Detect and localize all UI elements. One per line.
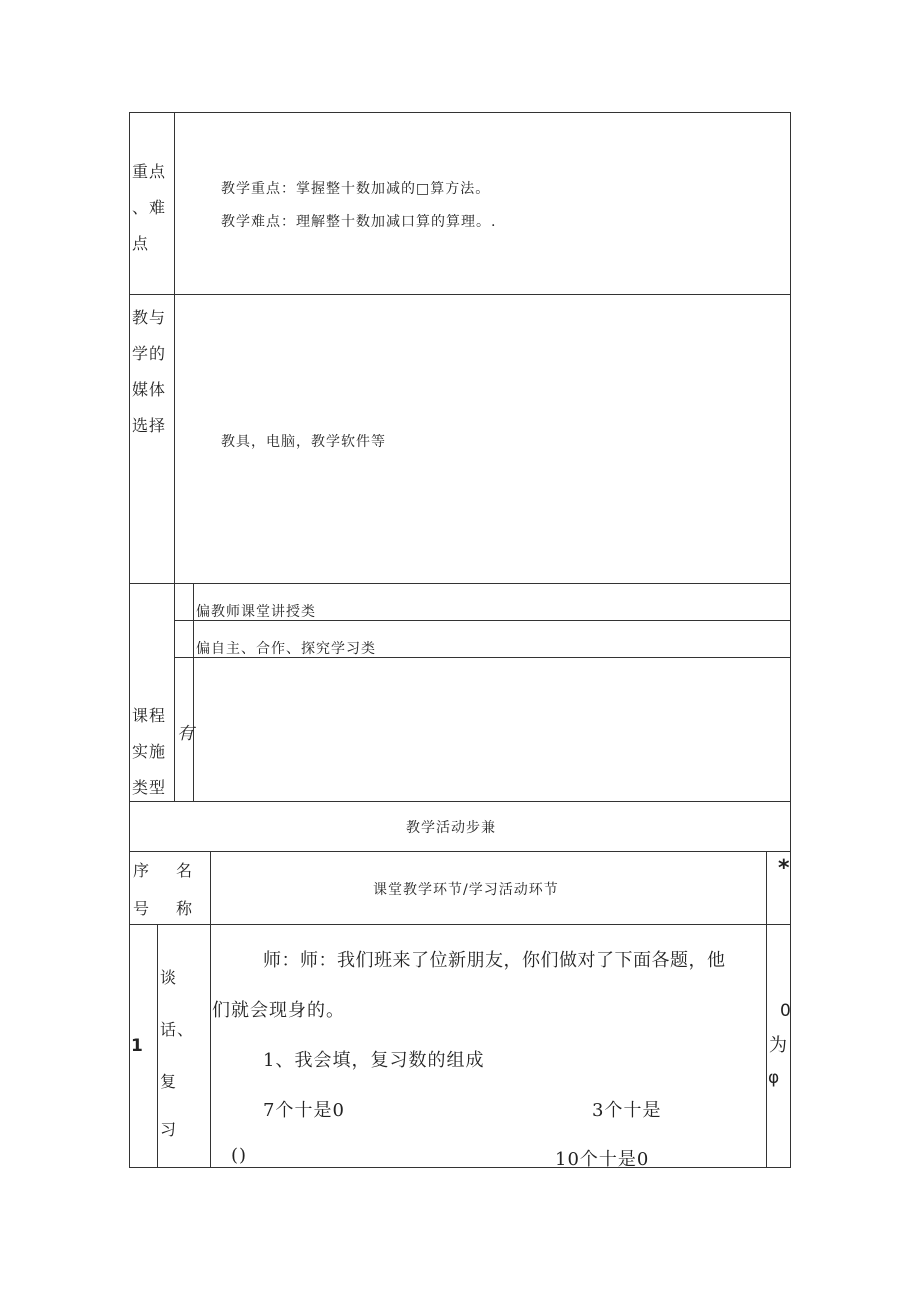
teaching-difficulty: 教学难点：理解整十数加减口算的算理。.: [221, 214, 497, 230]
rule-bottom: [129, 1167, 791, 1168]
rule-label-col: [174, 112, 175, 802]
activity-steps-title: 教学活动步兼: [406, 820, 496, 836]
course-type-label-2: 实施: [132, 742, 167, 761]
row1-paragraph-line-2: 们就会现身的。: [212, 1000, 345, 1021]
header-extra: *: [778, 856, 790, 881]
rule-after-course-type: [129, 801, 791, 802]
row1-question-2: 3个十是: [592, 1100, 662, 1121]
row1-paragraph-line-1: 师：师：我们班来了位新朋友，你们做对了下面各题，他: [263, 950, 726, 971]
row1-name-2: 话、: [160, 1020, 195, 1039]
rule-after-media: [129, 583, 791, 584]
media-label-4: 选择: [132, 416, 167, 435]
rule-check-col: [193, 583, 194, 802]
key-points-label-2: 、难: [132, 198, 167, 217]
teaching-focus: 教学重点：掌握整十数加减的□算方法。: [221, 181, 491, 197]
course-type-label-3: 类型: [132, 778, 167, 797]
rule-name-col: [210, 851, 211, 1168]
header-main: 课堂教学环节/学习活动环节: [373, 882, 559, 898]
key-points-label-3: 点: [132, 234, 150, 253]
row1-index: 1: [131, 1036, 143, 1056]
rule-left: [129, 112, 130, 1168]
row1-extra-1: 0: [780, 1001, 791, 1021]
row1-question-3: (): [231, 1145, 248, 1166]
header-name-2: 称: [176, 899, 194, 918]
row1-name-1: 谈: [160, 968, 178, 987]
media-label-1: 教与: [132, 308, 167, 327]
rule-after-steps-title: [129, 851, 791, 852]
key-points-label-1: 重点: [132, 162, 167, 181]
row1-extra-2: 为: [769, 1035, 787, 1056]
media-label-2: 学的: [132, 344, 167, 363]
header-index-2: 号: [133, 899, 151, 918]
rule-extra-col: [766, 851, 767, 1168]
rule-index-col: [157, 924, 158, 1168]
rule-after-key-points: [129, 294, 791, 295]
row1-name-3: 复: [160, 1072, 178, 1091]
header-index-1: 序: [133, 861, 151, 880]
rule-top: [129, 112, 791, 113]
row1-question-4: 10个十是0: [555, 1149, 650, 1170]
course-type-label-1: 课程: [132, 706, 167, 725]
row1-name-4: 习: [160, 1120, 178, 1139]
row1-question-1: 7个十是0: [263, 1100, 345, 1121]
header-name-1: 名: [176, 861, 194, 880]
media-content: 教具，电脑，教学软件等: [221, 434, 386, 450]
media-label-3: 媒体: [132, 380, 167, 399]
rule-after-header: [129, 924, 791, 925]
course-option-third-mark: 有: [177, 724, 194, 744]
row1-extra-3: φ: [768, 1068, 780, 1088]
row1-item-1: 1、我会填，复习数的组成: [263, 1050, 485, 1071]
course-option-teacher-led: 偏教师课堂讲授类: [196, 604, 316, 620]
course-option-self-directed: 偏自主、合作、探究学习类: [196, 641, 376, 657]
